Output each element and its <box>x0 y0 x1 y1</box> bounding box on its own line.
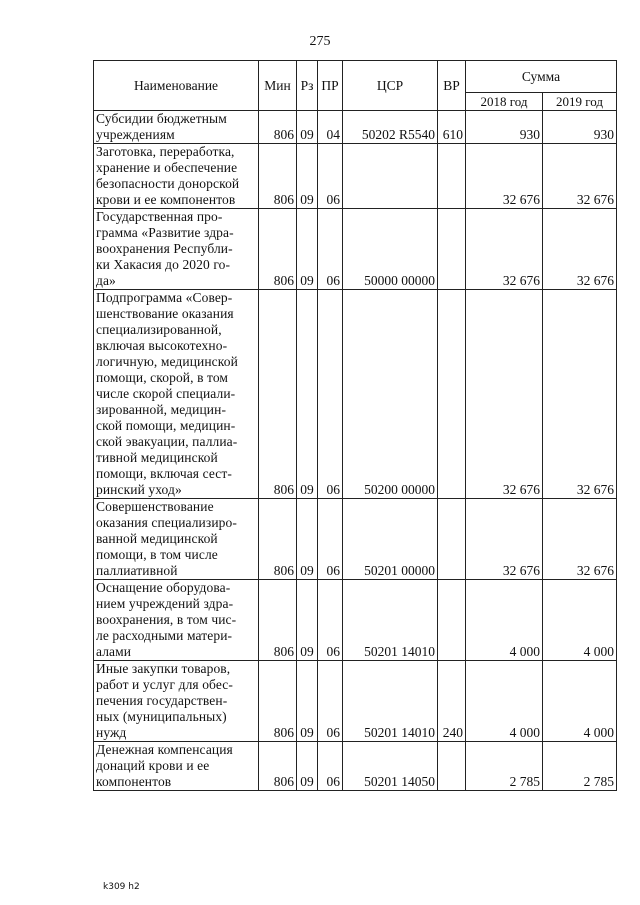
header-vr: ВР <box>438 61 466 111</box>
cell-sum-2019: 32 676 <box>543 144 617 209</box>
cell-min: 806 <box>259 742 297 791</box>
cell-sum-2019: 2 785 <box>543 742 617 791</box>
cell-sum-2018: 4 000 <box>466 580 543 661</box>
cell-rz: 09 <box>297 499 318 580</box>
cell-rz: 09 <box>297 111 318 144</box>
cell-pr: 06 <box>318 209 343 290</box>
table-row <box>94 580 617 661</box>
cell-pr: 06 <box>318 499 343 580</box>
header-year-2018: 2018 год <box>466 93 543 111</box>
cell-vr: 240 <box>438 661 466 742</box>
cell-sum-2018: 2 785 <box>466 742 543 791</box>
cell-sum-2019: 4 000 <box>543 661 617 742</box>
cell-min: 806 <box>259 111 297 144</box>
cell-pr: 06 <box>318 742 343 791</box>
table-body <box>94 111 617 791</box>
cell-sum-2019: 32 676 <box>543 209 617 290</box>
cell-min: 806 <box>259 661 297 742</box>
table-row <box>94 111 617 144</box>
table-row <box>94 209 617 290</box>
cell-rz: 09 <box>297 742 318 791</box>
cell-vr <box>438 209 466 290</box>
cell-csr: 50201 14010 <box>343 661 438 742</box>
cell-csr: 50000 00000 <box>343 209 438 290</box>
header-name: Наименование <box>94 61 259 111</box>
cell-sum-2019: 32 676 <box>543 290 617 499</box>
header-year-2019: 2019 год <box>543 93 617 111</box>
cell-min: 806 <box>259 499 297 580</box>
cell-pr: 06 <box>318 290 343 499</box>
cell-min: 806 <box>259 209 297 290</box>
cell-name: Государственная про- грамма «Развитие здра- воохранения Республи- ки Хакасия до 2020 го- да» <box>94 209 259 290</box>
cell-csr: 50200 00000 <box>343 290 438 499</box>
cell-rz: 09 <box>297 580 318 661</box>
cell-rz: 09 <box>297 661 318 742</box>
cell-rz: 09 <box>297 209 318 290</box>
cell-min: 806 <box>259 144 297 209</box>
cell-sum-2018: 32 676 <box>466 499 543 580</box>
table-row <box>94 290 617 499</box>
header-sum: Сумма <box>466 61 617 93</box>
cell-pr: 06 <box>318 144 343 209</box>
cell-sum-2018: 32 676 <box>466 290 543 499</box>
cell-min: 806 <box>259 290 297 499</box>
cell-sum-2018: 32 676 <box>466 144 543 209</box>
cell-name: Субсидии бюджетным учреждениям <box>94 111 259 144</box>
cell-pr: 06 <box>318 661 343 742</box>
page-number: 275 <box>309 34 331 49</box>
cell-csr: 50201 14010 <box>343 580 438 661</box>
cell-pr: 04 <box>318 111 343 144</box>
cell-sum-2018: 32 676 <box>466 209 543 290</box>
cell-vr <box>438 742 466 791</box>
header-pr: ПР <box>318 61 343 111</box>
cell-pr: 06 <box>318 580 343 661</box>
header-rz: Рз <box>297 61 318 111</box>
table-row <box>94 661 617 742</box>
cell-name: Совершенствование оказания специализиро- ванной медицинской помощи, в том числе паллиативной <box>94 499 259 580</box>
table-row <box>94 144 617 209</box>
cell-csr <box>343 144 438 209</box>
table-row <box>94 499 617 580</box>
cell-sum-2018: 930 <box>466 111 543 144</box>
cell-name: Иные закупки товаров, работ и услуг для обес- печения государствен- ных (муниципальных) нужд <box>94 661 259 742</box>
cell-vr: 610 <box>438 111 466 144</box>
cell-name: Заготовка, переработка, хранение и обеспечение безопасности донорской крови и ее компонентов <box>94 144 259 209</box>
cell-name: Оснащение оборудова- нием учреждений здра- воохранения, в том чис- ле расходными матери- алами <box>94 580 259 661</box>
cell-vr <box>438 144 466 209</box>
cell-rz: 09 <box>297 144 318 209</box>
cell-sum-2019: 32 676 <box>543 499 617 580</box>
header-csr: ЦСР <box>343 61 438 111</box>
cell-csr: 50202 R5540 <box>343 111 438 144</box>
cell-rz: 09 <box>297 290 318 499</box>
cell-sum-2019: 4 000 <box>543 580 617 661</box>
header-min: Мин <box>259 61 297 111</box>
cell-vr <box>438 499 466 580</box>
cell-vr <box>438 290 466 499</box>
cell-name: Денежная компенсация донаций крови и ее компонентов <box>94 742 259 791</box>
footer-code: k309 h2 <box>103 882 140 892</box>
cell-name: Подпрограмма «Совер- шенствование оказания специализированной, включая высокотехно- логичную, медицинской помощи, скорой, в том числе скорой специали- зированной, медицин- ской помощи, медицин- ской эвакуации, паллиа- тивной медицинской помощи, включая сест- ринский уход» <box>94 290 259 499</box>
cell-vr <box>438 580 466 661</box>
cell-sum-2019: 930 <box>543 111 617 144</box>
cell-csr: 50201 00000 <box>343 499 438 580</box>
budget-table <box>93 60 617 791</box>
cell-csr: 50201 14050 <box>343 742 438 791</box>
cell-sum-2018: 4 000 <box>466 661 543 742</box>
table-row <box>94 742 617 791</box>
cell-min: 806 <box>259 580 297 661</box>
